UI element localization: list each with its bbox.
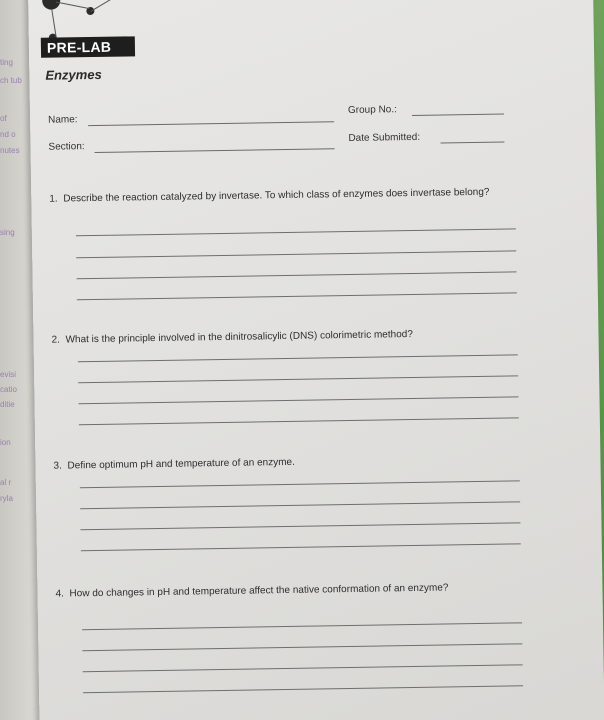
answer-line[interactable] <box>83 685 523 693</box>
question-1 <box>49 185 519 206</box>
answer-line[interactable] <box>79 396 519 404</box>
answer-line[interactable] <box>82 622 522 630</box>
group-field[interactable] <box>412 114 504 116</box>
question-text: What is the principle involved in the dinitrosalicylic (DNS) colorimetric method? <box>65 328 413 346</box>
name-label: Name: <box>47 114 78 126</box>
molecule-bond <box>56 2 90 10</box>
question-number: 1. <box>49 193 58 205</box>
underlying-text: nd o <box>0 130 16 139</box>
question-3 <box>53 452 523 473</box>
underlying-text: sing <box>0 228 15 237</box>
answer-line[interactable] <box>83 664 523 672</box>
answer-line[interactable] <box>80 480 520 488</box>
answer-line[interactable] <box>76 250 516 258</box>
underlying-text: ryla <box>0 494 13 503</box>
worksheet-page <box>28 0 604 720</box>
underlying-text: evisi <box>0 370 17 379</box>
answer-line[interactable] <box>79 417 519 425</box>
answer-line[interactable] <box>76 228 516 236</box>
answer-line[interactable] <box>77 271 517 279</box>
page-title: PRE-LAB <box>46 38 112 56</box>
underlying-text: al r <box>0 478 12 487</box>
question-number: 4. <box>55 588 64 600</box>
underlying-text: ch tub <box>0 76 22 85</box>
date-submitted-label: Date Submitted: <box>348 131 421 144</box>
question-text: How do changes in pH and temperature affect the native conformation of an enzyme? <box>69 582 449 600</box>
answer-line[interactable] <box>81 522 521 530</box>
section-field[interactable] <box>95 148 335 153</box>
underlying-text: catio <box>0 385 17 394</box>
page-subtitle: Enzymes <box>45 66 102 83</box>
question-4 <box>55 580 525 601</box>
answer-line[interactable] <box>78 354 518 362</box>
name-field[interactable] <box>88 121 334 126</box>
question-text: Define optimum pH and temperature of an enzyme. <box>67 456 295 472</box>
question-number: 2. <box>51 334 60 346</box>
question-text: Describe the reaction catalyzed by invertase. To which class of enzymes does invertase belong? <box>63 186 490 205</box>
answer-line[interactable] <box>77 292 517 300</box>
underlying-text: nutes <box>0 146 20 155</box>
date-submitted-field[interactable] <box>440 142 504 144</box>
answer-line[interactable] <box>78 375 518 383</box>
underlying-text: of <box>0 114 7 123</box>
underlying-text: ting <box>0 58 13 67</box>
underlying-text: ion <box>0 438 11 447</box>
answer-line[interactable] <box>82 643 522 651</box>
answer-line[interactable] <box>81 543 521 551</box>
group-label: Group No.: <box>347 104 397 116</box>
question-number: 3. <box>53 460 62 472</box>
question-2 <box>51 326 521 347</box>
molecule-bond <box>90 0 128 12</box>
section-label: Section: <box>48 141 85 153</box>
answer-line[interactable] <box>80 501 520 509</box>
underlying-text: ditie <box>0 400 15 409</box>
